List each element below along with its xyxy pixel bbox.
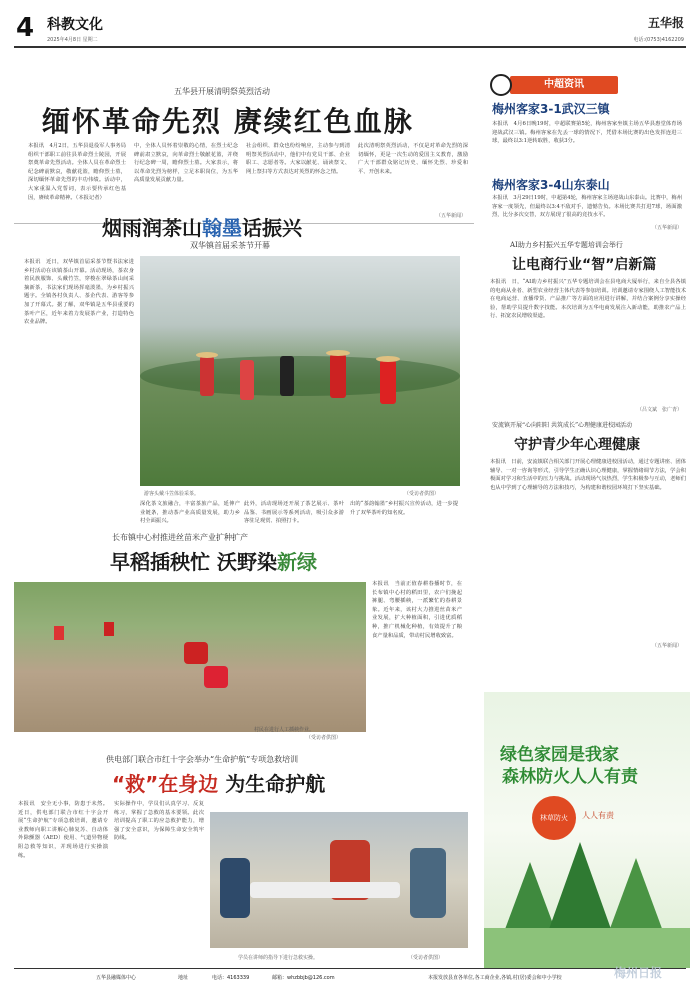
article-subhead: 双华镇首届采茶节开幕 bbox=[190, 241, 270, 250]
byline: （五华新闻） bbox=[651, 225, 682, 231]
page-number: 4 bbox=[16, 13, 35, 43]
sport-banner: 中超资讯 bbox=[510, 76, 618, 94]
article-kicker: AI助力乡村振兴五华专题培训会举行 bbox=[510, 241, 623, 249]
article-kicker: 长布镇中心村推进丝苗米产业扩种扩产 bbox=[112, 533, 248, 542]
section-title: 科教文化 bbox=[47, 17, 103, 33]
photo-caption: 学员在讲师的指导下进行急救实操。 bbox=[238, 955, 319, 961]
byline: （受访者供图） bbox=[408, 955, 444, 961]
footer-publisher: 五华县融媒体中心 bbox=[96, 975, 137, 981]
footer-notice: 本报发放县直各单位,各工商企业,各镇,村(居)委会和中小学校 bbox=[428, 975, 562, 981]
header-rule bbox=[14, 46, 686, 48]
masthead: 五华报 bbox=[647, 16, 684, 30]
poster-line2: 森林防火人人有责 bbox=[502, 767, 638, 787]
tree-icon bbox=[608, 858, 664, 934]
headline-part: 沃野染 bbox=[216, 550, 277, 574]
headline-part: 为生命护航 bbox=[225, 772, 326, 796]
header-phone: 电话:(0753)4162209 bbox=[633, 37, 684, 43]
article-column: 社会组织、群众也纷纷响应，主动参与到清明祭英烈活动中，他们中有党员干部、企业职工、志愿者等。大家以献花、诵读祭文、网上祭扫等方式表达对英烈的怀念之情。 bbox=[246, 143, 350, 175]
byline: （受访者供图） bbox=[404, 491, 440, 497]
headline-highlight: “救”在身边 bbox=[112, 772, 219, 796]
rice-photo bbox=[14, 582, 366, 732]
article-column: 此次清明祭英烈活动，不仅是对革命先烈的深切缅怀，更是一次生动的爱国主义教育，激励广大干部群众铭记历史、缅怀先烈、珍爱和平、开创未来。 bbox=[358, 143, 468, 175]
article-rice bbox=[14, 530, 466, 744]
byline: （五华新闻） bbox=[651, 643, 682, 649]
photo-caption: 村民在进行人工插秧作业。 bbox=[254, 727, 315, 733]
article-headline bbox=[102, 212, 302, 241]
article-firstaid bbox=[14, 754, 474, 966]
article-column: 本报讯 日前，安流镇联合相关部门开展心理健康进校园活动，通过专题讲座、团体辅导、一对一咨询等形式，引导学生正确认识心理健康，掌握情绪调节方法，学会积极面对学习和生活中的压力与挑战。活动现场气氛热烈，学生积极参与互动，老师们也从中学到了心理辅导的方法和技巧，为构建和谐校园环境打下坚实基础。 bbox=[490, 459, 686, 491]
watermark-logo: 梅州日报 bbox=[614, 966, 663, 980]
sport-sidebar bbox=[484, 74, 690, 236]
tree-icon bbox=[548, 842, 612, 932]
poster-slogan: 人人有责 bbox=[582, 811, 614, 820]
article-column: 本报讯 4月2日，五华县退役军人事务局组织干部职工前往县革命烈士陵园，开展祭奠革命先烈活动。全体人员在革命烈士纪念碑前默哀，敬献花篮，瞻仰烈士墓，深切缅怀革命先烈的丰功伟绩。活动中，大家重温入党誓词，表示要传承红色基因，赓续革命精神。（本报记者） bbox=[28, 143, 126, 201]
sport-text: 本报讯 4月6日晚19时，中超联赛第5轮，梅州客家坐镇主场五华县惠堂体育场迎战武汉三镇。梅州客家在先丢一球的情况下，凭借本场比赛的出色发挥连进三球，最终以3:1逆转取胜，收获3分。 bbox=[492, 121, 682, 145]
byline: （受访者供图） bbox=[306, 735, 342, 741]
footer-rule bbox=[14, 968, 686, 969]
headline-part: 话振兴 bbox=[242, 216, 302, 240]
article-column: 实际操作中，学员们认真学习、反复练习，掌握了急救的基本要领。此次培训提高了职工的应急救护能力，增强了安全意识，为保障生命安全筑牢防线。 bbox=[114, 801, 204, 842]
headline-highlight: 翰墨 bbox=[202, 216, 242, 240]
footer-phone: 电话：4163339 bbox=[212, 975, 250, 981]
issue-date: 2025年4月8日 星期二 bbox=[47, 37, 98, 43]
article-kicker: 安流镇开展“心向阳阳 共筑成长”心理健康进校园活动 bbox=[492, 422, 633, 429]
article-headline: 让电商行业“智”启新篇 bbox=[512, 257, 657, 273]
article-column: 本报讯 日，“AI助力乡村振兴”五华专题培训会在县电商大厦举行，来自全县各镇的电商从业者、新型农业经营主体代表等参加培训。培训邀请专家围绕人工智能技术在电商运营、直播带货、产品推广等方面的应用进行讲解，并结合案例分享实操经验，帮助学员提升数字技能。本次培训为五华电商发展注入新动能，助推农产品上行、拓宽农民增收渠道。 bbox=[490, 279, 686, 320]
forest-fire-poster bbox=[484, 692, 690, 966]
article-ai bbox=[484, 240, 690, 412]
sport-text: 本报讯 3月29日19时，中超第4轮，梅州客家主场迎战山东泰山。比赛中，梅州客家一度领先，但最终以3:4不敌对手，遗憾告负。本场比赛共打进7球，场面激烈，比分多次交替，双方展现了很高的竞技水平。 bbox=[492, 195, 682, 219]
firstaid-photo bbox=[210, 812, 468, 948]
headline-highlight: 新绿 bbox=[276, 550, 317, 574]
sport-headline: 梅州客家3-4山东泰山 bbox=[492, 178, 610, 192]
football-icon bbox=[490, 74, 512, 96]
footer-email: 邮箱：whzbbjb@126.com bbox=[272, 975, 335, 981]
poster-line1: 绿色家园是我家 bbox=[500, 745, 619, 765]
article-headline: 缅怀革命先烈 赓续红色血脉 bbox=[42, 105, 414, 138]
article-column: 本报讯 近日，双华镇首届采茶节暨书法家进乡村活动在该镇茶山开幕。活动现场，茶农身着民族服饰、头戴竹笠，穿梭在翠绿茶山间采摘新茶，书法家们现场挥毫泼墨，为乡村振兴题字。全镇各村负责人、茶企代表、游客等参加了开幕式。据了解，双华镇是五华县重要的茶叶产区，近年来着力发展茶产业，打造特色农业品牌。 bbox=[24, 259, 134, 326]
byline: （五华新闻） bbox=[435, 213, 466, 219]
article-kicker: 供电部门联合市红十字会举办“生命护航”专项急救培训 bbox=[106, 755, 299, 764]
article-column: 出的“茶韵翰墨”乡村振兴宣传活动，进一步提升了双华茶叶的知名度。 bbox=[350, 501, 458, 516]
article-column: 本报讯 安全无小事，防患于未然。近日，供电部门联合市红十字会开展“生命护航”专项急救培训，邀请专业教师向职工讲解心肺复苏、自动体外除颤器（AED）使用、气道异物梗阻急救等知识，并现场进行实操演练。 bbox=[18, 801, 108, 859]
photo-caption: 游客头戴斗笠体验采茶。 bbox=[144, 491, 200, 497]
article-qingming bbox=[14, 52, 474, 224]
article-tea bbox=[14, 212, 466, 525]
byline: （吕文斌 张广青） bbox=[636, 407, 682, 413]
fire-seal-icon: 林草防火 bbox=[532, 796, 576, 840]
article-kicker: 五华县开展清明祭英烈活动 bbox=[174, 87, 270, 96]
article-column: 此外，活动现场还开展了茶艺展示、茶叶品鉴、书画展示等系列活动，吸引众多游客驻足观赏、拍照打卡。 bbox=[244, 501, 344, 525]
article-headline bbox=[112, 768, 325, 797]
article-column: 中，全体人员怀着崇敬的心情，在烈士纪念碑前肃立默哀，向革命烈士敬献花篮，并绕行纪念碑一周，瞻仰烈士墓。大家表示，将以革命先烈为榜样，立足本职岗位，为五华高质量发展贡献力量。 bbox=[134, 143, 238, 184]
article-headline bbox=[110, 546, 317, 575]
article-column: 本报讯 当前正值春耕春播时节，在长布镇中心村的稻田里，农户们挽起裤腿、弯腰插秧，一派繁忙的春耕景象。近年来，该村大力推进丝苗米产业发展，扩大种植面积，引进优质稻种，推广机械化种植，有效提升了粮食产量和品质，带动村民增收致富。 bbox=[372, 581, 462, 639]
headline-part: 早稻插秧忙 bbox=[110, 550, 210, 574]
tea-photo bbox=[140, 256, 460, 486]
sport-headline: 梅州客家3-1武汉三镇 bbox=[492, 102, 610, 116]
article-headline: 守护青少年心理健康 bbox=[514, 437, 640, 453]
article-column: 深化茶文旅融合，丰富茶旅产品，延伸产业链条，推动茶产业高质量发展，助力乡村全面振兴。 bbox=[140, 501, 240, 525]
article-mental bbox=[484, 420, 690, 652]
headline-part: 烟雨润茶山 bbox=[102, 216, 202, 240]
footer-address: 地址 bbox=[178, 975, 189, 981]
